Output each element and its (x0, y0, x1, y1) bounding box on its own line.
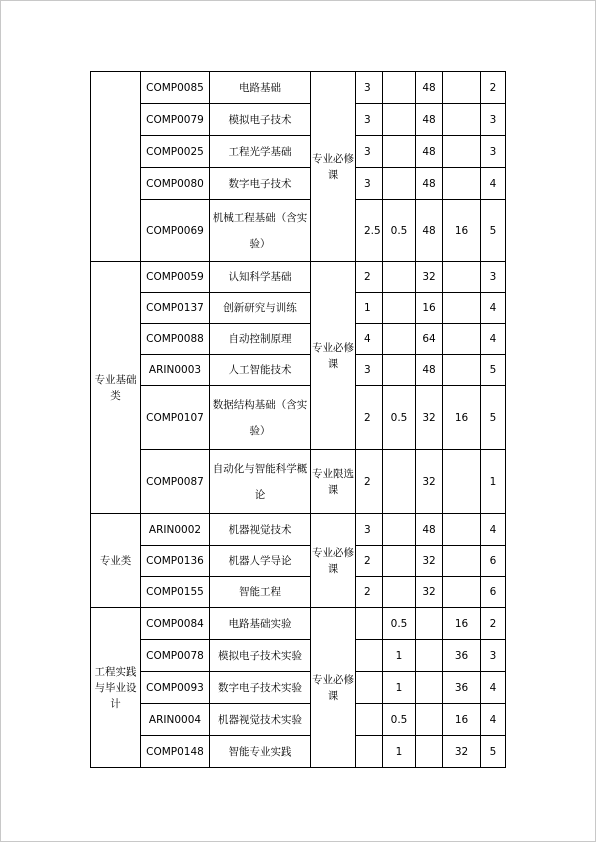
course-code: COMP0059 (141, 262, 210, 293)
semester: 5 (481, 355, 506, 386)
exp-credits (383, 324, 416, 355)
category-cell: 专业基础类 (91, 262, 141, 514)
course-code: ARIN0004 (141, 704, 210, 736)
semester: 4 (481, 293, 506, 324)
semester: 3 (481, 104, 506, 136)
semester: 6 (481, 577, 506, 608)
course-name: 数据结构基础（含实验） (210, 386, 311, 450)
exp-hours: 16 (443, 200, 481, 262)
course-name: 智能专业实践 (210, 736, 311, 768)
hours: 48 (416, 72, 443, 104)
hours: 48 (416, 514, 443, 546)
credits: 3 (356, 104, 383, 136)
course-name: 机器人学导论 (210, 546, 311, 577)
course-code: COMP0080 (141, 168, 210, 200)
course-code: COMP0148 (141, 736, 210, 768)
hours: 32 (416, 546, 443, 577)
exp-hours (443, 324, 481, 355)
credits: 1 (356, 293, 383, 324)
course-name: 认知科学基础 (210, 262, 311, 293)
table-row (91, 72, 506, 104)
course-code: COMP0093 (141, 672, 210, 704)
credits: 2 (356, 546, 383, 577)
hours (416, 704, 443, 736)
course-code: COMP0069 (141, 200, 210, 262)
course-name: 数字电子技术 (210, 168, 311, 200)
credits (356, 704, 383, 736)
course-code: COMP0155 (141, 577, 210, 608)
course-code: COMP0085 (141, 72, 210, 104)
credits (356, 640, 383, 672)
course-code: COMP0078 (141, 640, 210, 672)
semester: 2 (481, 72, 506, 104)
course-code: ARIN0003 (141, 355, 210, 386)
credits: 3 (356, 514, 383, 546)
credits: 2 (356, 577, 383, 608)
curriculum-table (90, 71, 506, 768)
exp-credits (383, 355, 416, 386)
course-name: 机器视觉技术实验 (210, 704, 311, 736)
exp-credits: 0.5 (383, 200, 416, 262)
exp-hours (443, 168, 481, 200)
semester: 4 (481, 168, 506, 200)
exp-hours (443, 577, 481, 608)
hours: 48 (416, 200, 443, 262)
hours: 16 (416, 293, 443, 324)
course-name: 机械工程基础（含实验） (210, 200, 311, 262)
exp-hours: 16 (443, 386, 481, 450)
course-type-cell: 专业必修课 (311, 608, 356, 768)
table-row (91, 136, 506, 168)
table-row (91, 324, 506, 355)
course-code: COMP0084 (141, 608, 210, 640)
exp-credits: 1 (383, 640, 416, 672)
hours: 48 (416, 104, 443, 136)
semester: 3 (481, 262, 506, 293)
credits (356, 672, 383, 704)
hours (416, 640, 443, 672)
exp-credits: 0.5 (383, 608, 416, 640)
course-name: 模拟电子技术 (210, 104, 311, 136)
exp-hours (443, 262, 481, 293)
credits: 3 (356, 355, 383, 386)
course-code: COMP0136 (141, 546, 210, 577)
exp-credits: 0.5 (383, 386, 416, 450)
course-code: COMP0025 (141, 136, 210, 168)
semester: 5 (481, 386, 506, 450)
exp-hours (443, 293, 481, 324)
credits: 3 (356, 136, 383, 168)
hours: 48 (416, 136, 443, 168)
exp-hours: 36 (443, 672, 481, 704)
course-type-cell: 专业必修课 (311, 72, 356, 262)
semester: 4 (481, 704, 506, 736)
table-row (91, 168, 506, 200)
exp-credits: 1 (383, 736, 416, 768)
exp-credits (383, 577, 416, 608)
exp-hours: 32 (443, 736, 481, 768)
semester: 4 (481, 324, 506, 355)
hours (416, 608, 443, 640)
hours: 32 (416, 450, 443, 514)
semester: 5 (481, 736, 506, 768)
hours: 32 (416, 386, 443, 450)
exp-credits (383, 293, 416, 324)
table-row (91, 262, 506, 293)
hours: 48 (416, 355, 443, 386)
table-row (91, 104, 506, 136)
credits: 2 (356, 450, 383, 514)
course-name: 机器视觉技术 (210, 514, 311, 546)
semester: 4 (481, 672, 506, 704)
table-row (91, 608, 506, 640)
credits (356, 736, 383, 768)
course-name: 数字电子技术实验 (210, 672, 311, 704)
exp-hours (443, 355, 481, 386)
table-row (91, 704, 506, 736)
exp-hours (443, 546, 481, 577)
hours (416, 736, 443, 768)
course-name: 电路基础 (210, 72, 311, 104)
table-row (91, 355, 506, 386)
course-name: 电路基础实验 (210, 608, 311, 640)
exp-hours (443, 450, 481, 514)
table-row (91, 514, 506, 546)
exp-hours (443, 104, 481, 136)
table-row (91, 293, 506, 324)
exp-hours (443, 136, 481, 168)
category-cell: 工程实践与毕业设计 (91, 608, 141, 768)
course-code: COMP0137 (141, 293, 210, 324)
credits: 3 (356, 72, 383, 104)
exp-credits (383, 104, 416, 136)
semester: 6 (481, 546, 506, 577)
table-row (91, 640, 506, 672)
exp-credits: 0.5 (383, 704, 416, 736)
exp-credits (383, 168, 416, 200)
hours (416, 672, 443, 704)
course-name: 创新研究与训练 (210, 293, 311, 324)
semester: 3 (481, 640, 506, 672)
course-type-cell: 专业必修课 (311, 514, 356, 608)
course-name: 智能工程 (210, 577, 311, 608)
hours: 48 (416, 168, 443, 200)
credits: 2 (356, 386, 383, 450)
table-row (91, 577, 506, 608)
hours: 64 (416, 324, 443, 355)
semester: 5 (481, 200, 506, 262)
course-name: 模拟电子技术实验 (210, 640, 311, 672)
category-cell (91, 72, 141, 262)
exp-credits (383, 72, 416, 104)
course-code: COMP0087 (141, 450, 210, 514)
course-name: 工程光学基础 (210, 136, 311, 168)
table-row (91, 450, 506, 514)
table-row (91, 386, 506, 450)
course-name: 人工智能技术 (210, 355, 311, 386)
course-name: 自动控制原理 (210, 324, 311, 355)
exp-credits (383, 136, 416, 168)
exp-hours: 16 (443, 704, 481, 736)
semester: 3 (481, 136, 506, 168)
exp-credits: 1 (383, 672, 416, 704)
exp-credits (383, 514, 416, 546)
hours: 32 (416, 577, 443, 608)
exp-credits (383, 262, 416, 293)
exp-credits (383, 450, 416, 514)
course-code: COMP0079 (141, 104, 210, 136)
exp-hours (443, 514, 481, 546)
course-type-cell: 专业限选课 (311, 450, 356, 514)
exp-hours: 16 (443, 608, 481, 640)
exp-hours: 36 (443, 640, 481, 672)
table-row (91, 672, 506, 704)
semester: 4 (481, 514, 506, 546)
exp-credits (383, 546, 416, 577)
table-row (91, 736, 506, 768)
course-code: COMP0088 (141, 324, 210, 355)
course-code: COMP0107 (141, 386, 210, 450)
hours: 32 (416, 262, 443, 293)
table-row (91, 546, 506, 577)
credits: 4 (356, 324, 383, 355)
exp-hours (443, 72, 481, 104)
course-code: ARIN0002 (141, 514, 210, 546)
course-name: 自动化与智能科学概论 (210, 450, 311, 514)
semester: 2 (481, 608, 506, 640)
credits: 2.5 (356, 200, 383, 262)
category-cell: 专业类 (91, 514, 141, 608)
course-type-cell: 专业必修课 (311, 262, 356, 450)
semester: 1 (481, 450, 506, 514)
credits: 3 (356, 168, 383, 200)
credits: 2 (356, 262, 383, 293)
table-row (91, 200, 506, 262)
credits (356, 608, 383, 640)
